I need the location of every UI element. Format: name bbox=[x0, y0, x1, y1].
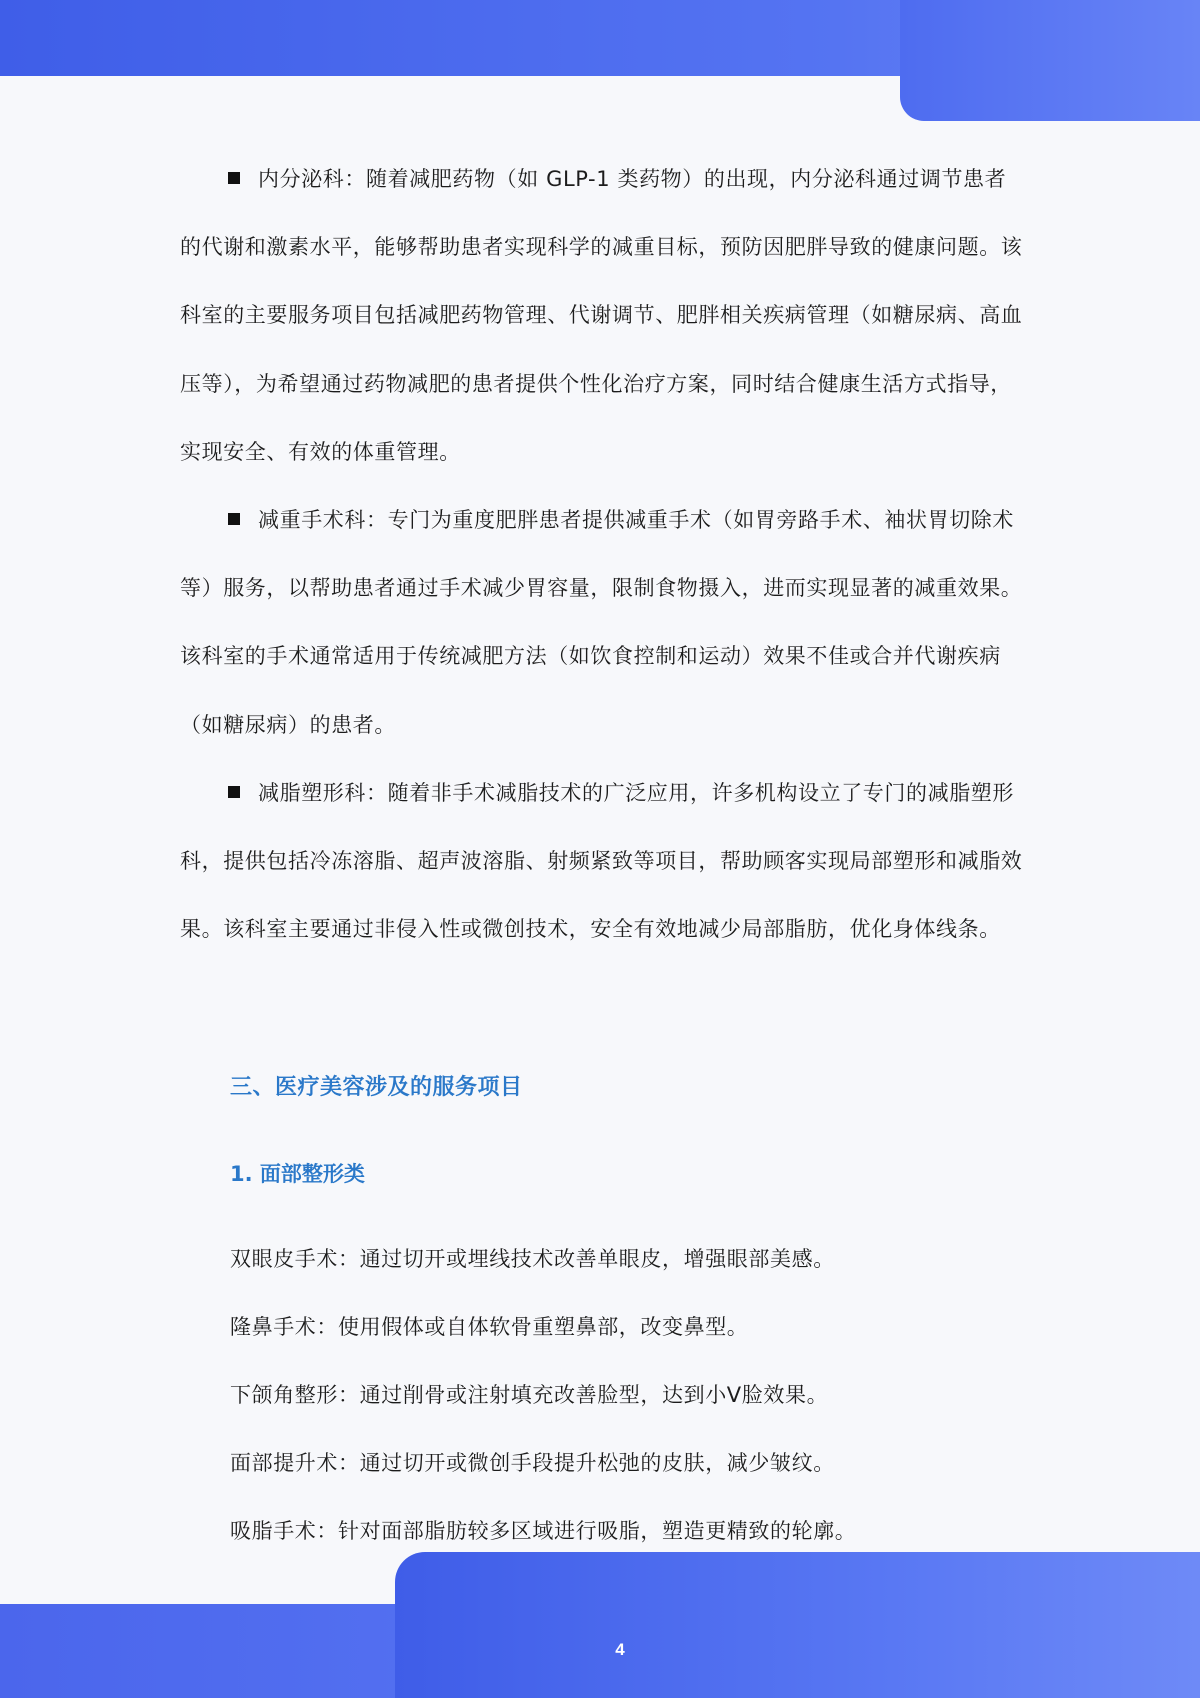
paragraph-text: 随着非手术减脂技术的广泛应用，许多机构设立了专门的减脂塑形科，提供包括冷冻溶脂、超声波溶脂、射频紧致等项目，帮助顾客实现局部塑形和减脂效果。该科室主要通过非侵入性或微创技术，安全有效地减少局部脂肪，优化身体线条。 bbox=[180, 780, 1023, 942]
page-number: 4 bbox=[615, 1640, 625, 1659]
square-bullet-icon bbox=[228, 172, 240, 184]
paragraph-endocrinology bbox=[180, 145, 1026, 486]
section-title: 三、医疗美容涉及的服务项目 bbox=[230, 1075, 523, 1100]
paragraph-label: 减脂塑形科： bbox=[258, 780, 388, 805]
list-item: 隆鼻手术：使用假体或自体软骨重塑鼻部，改变鼻型。 bbox=[230, 1315, 749, 1339]
footer-tab-decoration bbox=[395, 1552, 1200, 1698]
paragraph-text: 随着减肥药物（如 GLP-1 类药物）的出现，内分泌科通过调节患者的代谢和激素水平，能够帮助患者实现科学的减重目标，预防因肥胖导致的健康问题。该科室的主要服务项目包括减肥药物管理、代谢调节、肥胖相关疾病管理（如糖尿病、高血压等），为希望通过药物减肥的患者提供个性化治疗方案，同时结合健康生活方式指导，实现安全、有效的体重管理。 bbox=[180, 167, 1023, 464]
header-tab-decoration bbox=[900, 0, 1200, 121]
service-item-list bbox=[230, 1225, 1030, 1565]
square-bullet-icon bbox=[228, 513, 240, 525]
list-item: 下颌角整形：通过削骨或注射填充改善脸型，达到小V脸效果。 bbox=[230, 1383, 829, 1407]
paragraph-body-contouring bbox=[180, 759, 1026, 964]
paragraph-label: 内分泌科： bbox=[258, 167, 366, 191]
paragraph-bariatric-surgery bbox=[180, 486, 1026, 759]
list-item: 面部提升术：通过切开或微创手段提升松弛的皮肤，减少皱纹。 bbox=[230, 1451, 835, 1475]
list-item: 双眼皮手术：通过切开或埋线技术改善单眼皮，增强眼部美感。 bbox=[230, 1247, 835, 1271]
paragraph-text: 专门为重度肥胖患者提供减重手术（如胃旁路手术、袖状胃切除术等）服务，以帮助患者通过手术减少胃容量，限制食物摄入，进而实现显著的减重效果。该科室的手术通常适用于传统减肥方法（如饮食控制和运动）效果不佳或合并代谢疾病（如糖尿病）的患者。 bbox=[180, 508, 1023, 737]
sub-title: 1. 面部整形类 bbox=[230, 1162, 365, 1186]
body-paragraphs bbox=[180, 145, 1026, 963]
list-item: 吸脂手术：针对面部脂肪较多区域进行吸脂，塑造更精致的轮廓。 bbox=[230, 1519, 857, 1543]
paragraph-label: 减重手术科： bbox=[258, 508, 388, 533]
square-bullet-icon bbox=[228, 786, 240, 798]
